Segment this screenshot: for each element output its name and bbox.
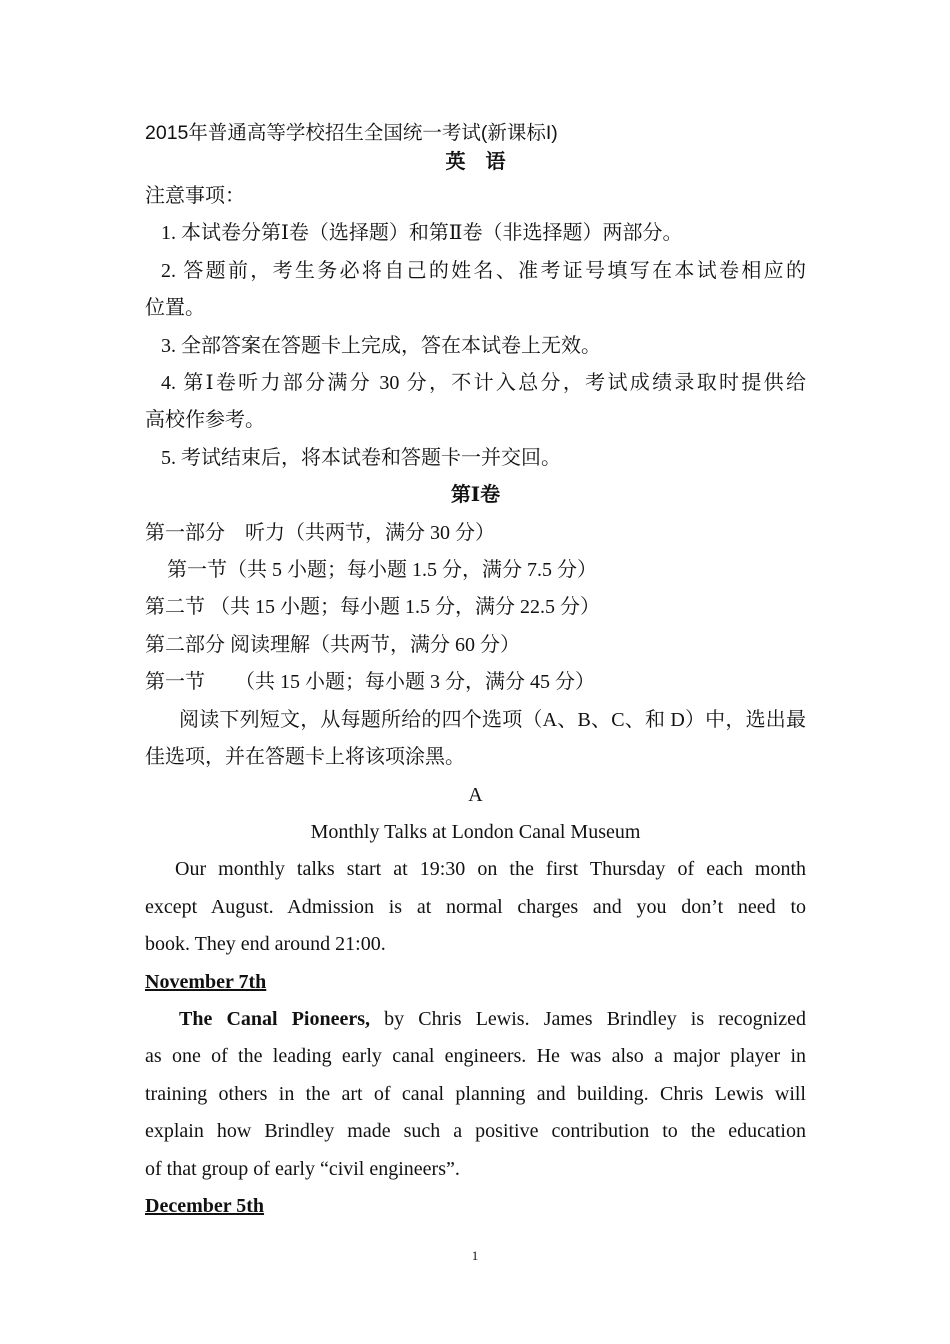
event-date: December 5th — [145, 1194, 265, 1217]
part1-heading: 第一部分 听力（共两节，满分 30 分） — [145, 521, 495, 544]
notice-item-2-cont: 位置。 — [145, 297, 205, 320]
subject-char-2: 语 — [485, 151, 506, 173]
reading-instruction-line1: 阅读下列短文，从每题所给的四个选项（A、B、C、和 D）中，选出最 — [179, 708, 806, 731]
talk-line-1: by Chris Lewis. James Brindley is recognized — [370, 1007, 806, 1030]
passage-label: A — [468, 783, 483, 806]
reading-instruction-line2: 佳选项，并在答题卡上将该项涂黑。 — [145, 746, 465, 769]
notice-heading: 注意事项： — [145, 185, 245, 207]
notice-item-5: 5. 考试结束后，将本试卷和答题卡一并交回。 — [161, 446, 561, 469]
passage-intro-line1: Our monthly talks start at 19:30 on the first Thursday of each month — [175, 858, 806, 881]
subject-heading — [145, 148, 806, 176]
notice-item-3: 3. 全部答案在答题卡上完成，答在本试卷上无效。 — [161, 334, 601, 357]
event-description-line1 — [145, 1001, 806, 1038]
notice-item-1: 1. 本试卷分第Ⅰ卷（选择题）和第Ⅱ卷（非选择题）两部分。 — [161, 222, 683, 245]
notice-item-4: 4. 第Ⅰ卷听力部分满分 30 分，不计入总分，考试成绩录取时提供给 — [161, 372, 806, 395]
page-number: 1 — [471, 1248, 479, 1263]
part2-heading: 第二部分 阅读理解（共两节，满分 60 分） — [145, 633, 520, 656]
part2-section1: 第一节 （共 15 小题；每小题 3 分，满分 45 分） — [145, 671, 595, 694]
part1-section2: 第二节 （共 15 小题；每小题 1.5 分，满分 22.5 分） — [145, 596, 600, 619]
exam-title: 2015年普通高等学校招生全国统一考试(新课标I) — [145, 122, 558, 144]
part1-section1: 第一节（共 5 小题；每小题 1.5 分，满分 7.5 分） — [167, 559, 597, 582]
passage-title: Monthly Talks at London Canal Museum — [310, 820, 641, 843]
talk-title: The Canal Pioneers, — [179, 1007, 371, 1030]
volume-heading: 第Ⅰ卷 — [450, 484, 501, 507]
notice-item-2: 2. 答题前，考生务必将自己的姓名、准考证号填写在本试卷相应的 — [161, 259, 806, 282]
page-content — [145, 118, 806, 1225]
event-description-line2: as one of the leading early canal engineers. He was also a major player in — [145, 1045, 806, 1068]
notice-item-4-cont: 高校作参考。 — [145, 409, 265, 432]
passage-intro-line2: except August. Admission is at normal charges and you don’t need to — [145, 895, 806, 918]
passage-intro-line3: book. They end around 21:00. — [145, 933, 386, 956]
event-description-line3: training others in the art of canal planning and building. Chris Lewis will — [145, 1082, 806, 1105]
event-description-line4: explain how Brindley made such a positive contribution to the education — [145, 1120, 806, 1143]
event-description-line5: of that group of early “civil engineers”. — [145, 1157, 460, 1180]
subject-char-1: 英 — [445, 151, 466, 173]
event-date: November 7th — [145, 970, 267, 993]
